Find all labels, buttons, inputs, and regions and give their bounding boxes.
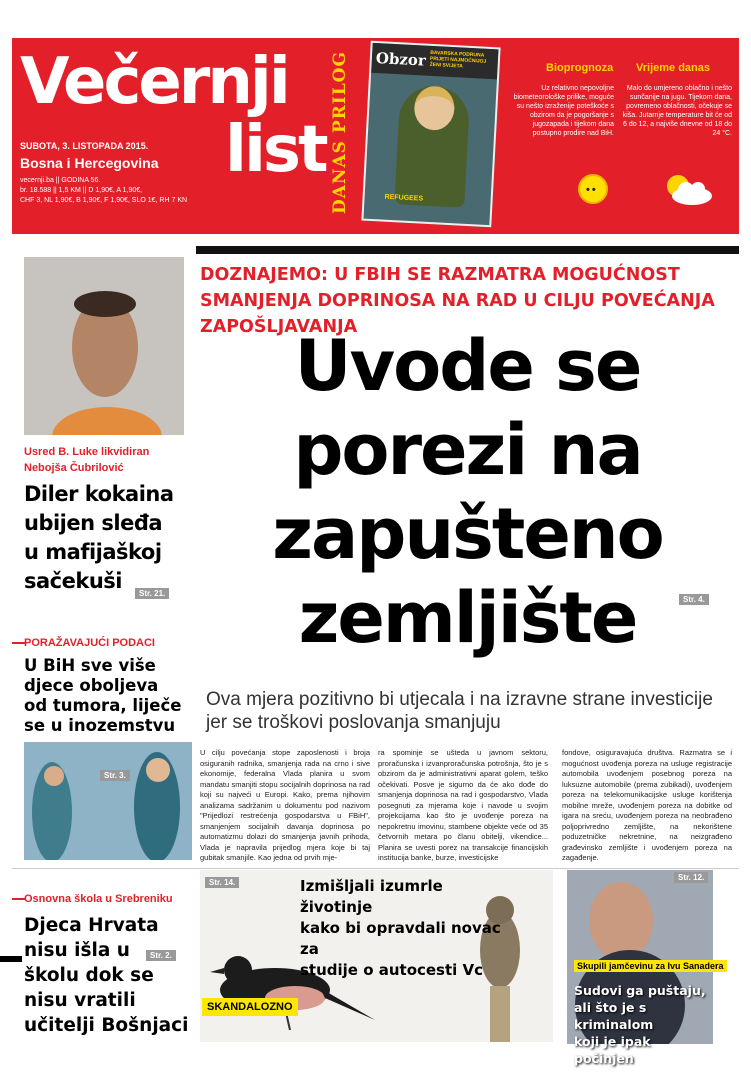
bird-story-title[interactable] <box>300 876 510 981</box>
newspaper-title[interactable]: Večernji <box>20 45 288 119</box>
headline-line: zapušteno <box>272 493 663 575</box>
issue-price-line: br. 18.588 || 1,5 KM || D 1,90€, A 1,90€, <box>20 187 143 194</box>
bird-story-page-ref[interactable]: Str. 14. <box>205 877 239 888</box>
bottom-section-rule <box>12 868 739 869</box>
photo-doctor-face <box>44 766 64 786</box>
school-story-page-ref[interactable]: Str. 2. <box>146 950 176 961</box>
supplement-headline: BAVARSKA PODRUNA PRIJETI NAJMOĆNIJOJ ŽENI SVIJETA <box>429 49 487 70</box>
title-line: studije o autocesti Vc <box>300 961 484 979</box>
photo-nurse-face <box>146 758 170 782</box>
tumor-story-title[interactable] <box>24 656 194 736</box>
main-story-body-col2: ra spominje se ušteda u javnom sektoru, proračunska i izvanproračunska potrošnja, što je s obzirom da je administrativni aparat golem, teško očekivati. Posve je sigurno da će ako dođe do smanjenja doprinosa na rad i gospodarstvo, Vlada posegnuti za mjerama koje i navode u svojim projekcijama kao što je uvođenje poreza na nepokretnu imovinu, stambene objekte veće od 35 četvornih metara po članu obitelji, vikendice... Planira se uvesti porez na transakcije financijskih institucija banke, burze, investicijske <box>378 748 548 862</box>
title-line: djece oboljeva <box>24 676 159 695</box>
supplement-cover[interactable] <box>361 41 500 228</box>
title-line: Diler kokaina <box>24 482 174 506</box>
title-line: učitelji Bošnjaci <box>24 1015 189 1036</box>
title-line: u mafijaškoj <box>24 540 162 564</box>
supplement-logo: Obzor <box>375 49 427 70</box>
title-line: sačekuši <box>24 569 122 593</box>
title-line: Sudovi ga puštaju, <box>574 983 706 998</box>
title-line: ubijen sleđa <box>24 511 163 535</box>
title-line: nisu vratili <box>24 990 136 1011</box>
title-line: od tumora, liječe <box>24 696 182 715</box>
smiley-sun-icon: •• <box>578 174 608 204</box>
main-story-body-col3: fondove, osiguravajuća društva. Razmatra se i mogućnost uvođenja poreza na usluge registracije automobila uvođenjem posebnog poreza na luksuzne automobile (prema zubikadi), uvođenjem poreza na telekomunikacijske usluge korištenja mobilne mreže, uvođenjem poreza na dobitke od igara na sreću, uvođenjem poreza na neobrađeno poljoprivredno zemljište, na nekorištene poduzetničke nekretnine, na neizgrađeno građevinsko zemljište i uvođenjem poreza na zagađenje. <box>562 748 732 862</box>
school-story-title[interactable] <box>24 913 194 1038</box>
headline-line: Uvode se <box>294 325 641 407</box>
title-line: ali što je s kriminalom <box>574 1000 654 1032</box>
victim-photo[interactable] <box>24 257 184 435</box>
tumor-story-page-ref[interactable]: Str. 3. <box>100 770 130 781</box>
supplement-badge: REFUGEES <box>384 193 424 203</box>
photo-face <box>589 882 653 960</box>
photo-hair <box>74 291 136 317</box>
weather-today-text: Malo do umjereno oblačno i nešto sunčanije na jugu. Tijekom dana, povremeno oblačnosti, očekuje se kiša. Jutarnje temperature bit će od 6 do 12, a najviše dnevne od 18 do 24 °C. <box>622 85 732 137</box>
title-line: koji je ipak počinjen <box>574 1034 651 1066</box>
title-line: nisu išla u <box>24 940 130 961</box>
issue-date: SUBOTA, 3. LISTOPADA 2015. <box>20 141 149 151</box>
headline-line: porezi na <box>293 409 642 491</box>
sanader-story-title[interactable] <box>574 982 714 1067</box>
title-line: U BiH sve više <box>24 656 156 675</box>
title-line: školu dok se <box>24 965 154 986</box>
newspaper-title-second-line[interactable]: list <box>225 113 326 187</box>
main-story-body-col1: U cilju povećanja stope zaposlenosti i broja osiguranih radnika, smanjenja rada na crno i sive ekonomije, federalna Vlada planira u svom mandatu smanjiti stopu socijalnih doprinosa na rad koji su najveći u Europi. Kako, prema njihovim analizama sadržanim u dokumentu pod nazivom "Prijedlozi restrećenja gospodarstva u FBiH", smanjenjem socijalnih davanja doprinosa po automatizmu dolazi do smanjenja javnih prihoda, Vlada je napravila prijedlog mjera koje bi taj gubitak smanjile. Kao jedna od prvih mje- <box>200 748 370 862</box>
main-story-headline[interactable] <box>196 324 739 660</box>
diler-story-page-ref[interactable]: Str. 21. <box>135 588 169 599</box>
bioprognoza-title: Bioprognoza <box>546 62 614 74</box>
sun-cloud-icon <box>658 172 714 206</box>
sanader-story-kicker[interactable]: Skupili jamčevinu za Ivu Sanadera <box>574 960 727 972</box>
diler-story-title[interactable] <box>24 480 194 596</box>
hospital-photo[interactable] <box>24 742 192 860</box>
main-story-page-ref[interactable]: Str. 4. <box>679 594 709 605</box>
bioprognoza-text: Uz relativno nepovoljne biometeorološke prilike, moguće su nešto izraženije poteškoće s obzirom da je pogoršanje s jugozapada i tijekom dana postupno prodire nad BiH. <box>513 85 614 137</box>
headline-line: zemljište <box>298 577 637 659</box>
photo-shirt <box>52 407 162 435</box>
issue-price-line-foreign: CHF 3, NL 1,90€, B 1,90€, F 1,90€, SLO 1€, RH 7 KN <box>20 197 188 204</box>
school-story-kicker[interactable]: Osnovna škola u Srebreniku <box>24 893 173 905</box>
scandal-label: SKANDALOZNO <box>202 998 298 1016</box>
weather-today-title: Vrijeme danas <box>636 62 710 74</box>
main-story-kicker[interactable]: DOZNAJEMO: U FBIH SE RAZMATRA MOGUĆNOST SMANJENJA DOPRINOSA NA RAD U CILJU POVEĆANJA ZAPOŠLJAVANJA <box>200 265 715 337</box>
tumor-story-kicker[interactable]: PORAŽAVAJUĆI PODACI <box>24 637 155 649</box>
section-marker-black <box>0 956 22 962</box>
title-line: kako bi opravdali novac za <box>300 919 501 958</box>
main-story-rule <box>196 246 739 254</box>
supplement-label <box>318 51 364 220</box>
title-line: Izmišljali izumrle životinje <box>300 877 443 916</box>
issue-meta-line: vecernji.ba || GODINA 56. <box>20 177 101 184</box>
edition-name: Bosna i Hercegovina <box>20 155 159 171</box>
main-story-deck: Ova mjera pozitivno bi utjecala i na izravne strane investicije jer se troškovi poslovanja smanjuju <box>206 689 713 733</box>
supplement-label-text: DANAS PRILOG <box>330 51 350 214</box>
title-line: Djeca Hrvata <box>24 915 159 936</box>
diler-story-kicker[interactable]: Usred B. Luke likvidiran Nebojša Čubrilović <box>24 446 150 474</box>
title-line: se u inozemstvu <box>24 716 176 735</box>
sanader-story-page-ref[interactable]: Str. 12. <box>674 872 708 883</box>
